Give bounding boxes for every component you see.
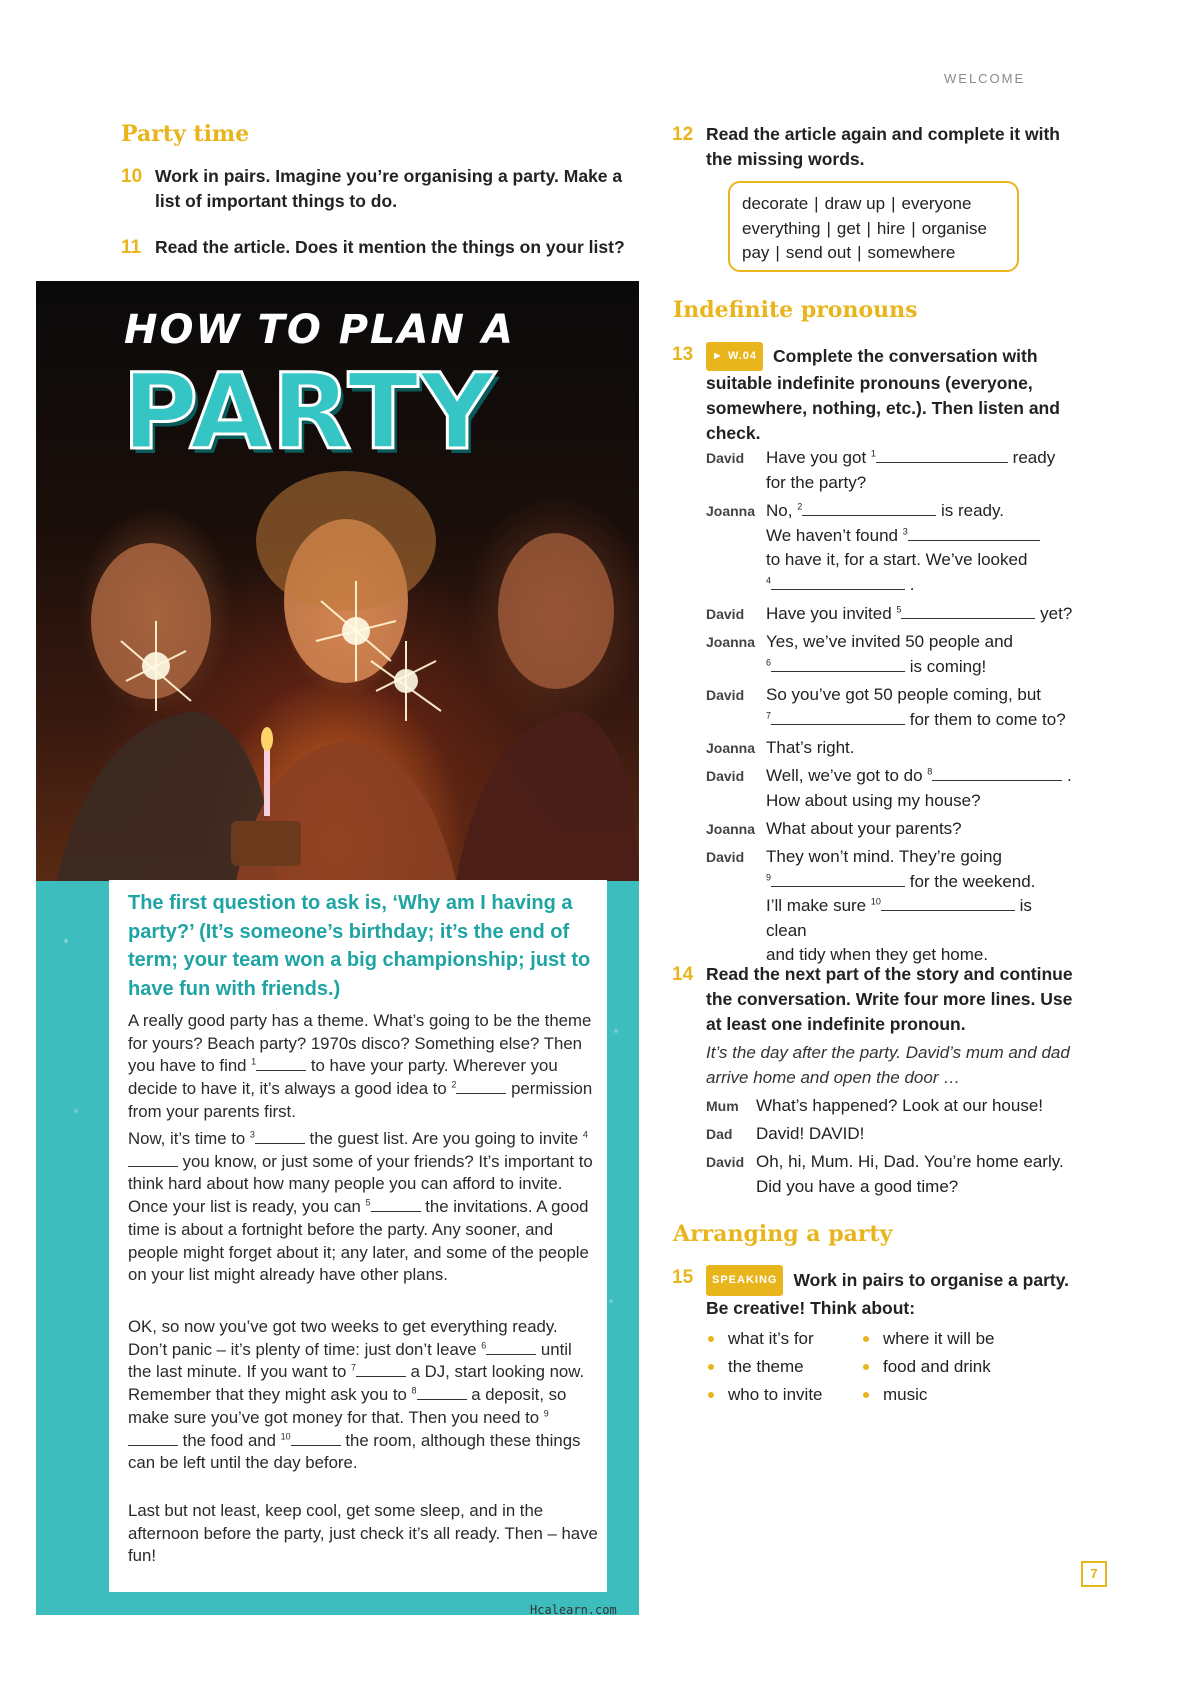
exercise-number: 13 [672, 344, 694, 365]
text: the room, although these things can be left until the day before. [128, 1430, 581, 1473]
story-line [706, 1150, 1076, 1199]
text: until the last minute. If you want to [128, 1339, 572, 1382]
word: everyone [901, 194, 972, 213]
exercise-instruction: Work in pairs. Imagine you’re organising a party. Make a list of important things to do. [155, 166, 623, 211]
line-text: to have it, for a start. We’ve looked [766, 550, 1028, 569]
exercise-13 [672, 342, 1086, 446]
line-text: We haven’t found [766, 525, 898, 545]
word: send out [785, 243, 852, 262]
gap-5[interactable] [371, 1198, 421, 1212]
story-intro: It’s the day after the party. David’s mum and dad arrive home and open the door … [706, 1043, 1070, 1087]
word: decorate [742, 194, 809, 213]
exercise-15 [672, 1265, 1086, 1321]
section-header-tag: WELCOME [944, 71, 1026, 86]
article-banner-title: PARTY [122, 351, 496, 473]
speaker-name: Dad [706, 1126, 733, 1142]
article-paragraph-1: A really good party has a theme. What’s going to be the theme for yours? Beach party? 1970s disco? Something else? Then you have to find $^1$ to have your party. Wherever you decide to have it, it’s always a good idea to $^2$ permission from your parents first. [128, 1011, 593, 1121]
exercise-11 [121, 235, 635, 260]
line-text: I’ll make sure [766, 896, 867, 915]
text: the food and [178, 1430, 281, 1450]
speaker-name: David [706, 768, 745, 784]
gap-6[interactable] [486, 1341, 536, 1355]
line-text: yet? [1040, 604, 1073, 623]
page-number: 7 [1081, 1561, 1107, 1587]
speaker-name: Joanna [706, 503, 756, 519]
gap-9[interactable] [771, 871, 905, 887]
list-item: where it will be [861, 1325, 1021, 1353]
article-banner-subtitle: HOW TO PLAN A [124, 307, 515, 353]
line-text: How about using my house? [766, 790, 981, 810]
word: get [836, 218, 861, 238]
speaker-name: David [706, 450, 745, 466]
article-lead: The first question to ask is, ‘Why am I having a party?’ (It’s someone’s birthday; it’s the end of term; your team won a big championship; just to have fun with friends.) [128, 892, 591, 1000]
section-title-arranging-a-party: Arranging a party [673, 1221, 893, 1247]
exercise-instruction: Read the article. Does it mention the things on your list? [155, 237, 625, 257]
speaker-name: Joanna [706, 821, 756, 837]
line-text: What about your parents? [766, 819, 962, 838]
gap-6[interactable] [771, 656, 905, 672]
text: the invitations. A good time is about a fortnight before the party. Any sooner, and people might forget about it; any later, and some of the people on your list might already have other plans. [128, 1197, 589, 1285]
gap-2[interactable] [456, 1080, 506, 1094]
gap-7[interactable] [771, 709, 905, 725]
gap-8[interactable] [932, 765, 1062, 781]
line-text: What’s happened? Look at our house! [756, 1096, 1044, 1115]
line-text: That’s right. [766, 738, 855, 757]
exercise-instruction: Complete the conversation with suitable indefinite pronouns (everyone, somewhere, nothing, etc.). Then listen and check. [706, 346, 1060, 443]
text: a DJ, start looking now. Remember that they might ask you to [128, 1362, 585, 1405]
line-text: for the weekend. [909, 871, 1036, 891]
word-box-row: decorate | draw up | everyone [742, 194, 972, 213]
gap-1[interactable] [876, 447, 1008, 463]
exercise-instruction: Read the article again and complete it with the missing words. [706, 124, 1060, 169]
dialogue-line: David Well, we’ve got to do $^8$ . How about using my house? [706, 766, 1072, 810]
list-item: what it’s for [706, 1325, 866, 1353]
exercise-number: 12 [672, 124, 694, 145]
audio-track-button[interactable]: ► W.04 [706, 342, 763, 371]
gap-4[interactable] [771, 574, 905, 590]
word: organise [921, 218, 987, 238]
text: permission from your parents first. [128, 1079, 593, 1121]
word: everything [742, 218, 821, 238]
word: draw up [824, 194, 886, 213]
exercise-14 [672, 962, 1086, 1037]
speaker-name: David [706, 687, 745, 703]
dialogue-line [706, 817, 1076, 842]
gap-7[interactable] [356, 1363, 406, 1377]
line-text: No, [766, 501, 793, 520]
article-paragraph-4: Last but not least, keep cool, get some sleep, and in the afternoon before the party, just check it’s all ready. Then – have fun! [128, 1501, 598, 1566]
text: a deposit, so make sure you’ve got money for that. Then you need to [128, 1385, 567, 1427]
word-box-row: pay | send out | somewhere [742, 243, 956, 262]
word-box-row: everything | get | hire | organise [742, 218, 987, 238]
gap-4[interactable] [128, 1153, 178, 1167]
line-text: is ready. [940, 501, 1004, 520]
dialogue-line: Joanna No, $^2$ is ready. We haven’t found $^3$ to have it, for a start. We’ve looked $^4$ . [706, 499, 1076, 597]
word-box [728, 181, 1019, 272]
dialogue-line [706, 736, 1076, 761]
speaking-badge: SPEAKING [706, 1265, 783, 1296]
line-text: David! DAVID! [756, 1124, 865, 1143]
audio-track-label: W.04 [727, 350, 758, 362]
line-text: Oh, hi, Mum. Hi, Dad. You’re home early. Did you have a good time? [756, 1152, 1064, 1196]
gap-3[interactable] [908, 525, 1040, 541]
dialogue-line: David So you’ve got 50 people coming, but $^7$ for them to come to? [706, 685, 1066, 729]
dialogue-line: David Have you got $^1$ ready for the party? [706, 448, 1056, 492]
speaker-name: Mum [706, 1098, 739, 1114]
section-title-party-time: Party time [121, 121, 250, 147]
line-text: is coming! [909, 656, 987, 676]
line-text: and tidy when they get home. [766, 945, 989, 964]
dialogue-line: David They won’t mind. They’re going $^9$ for the weekend. I’ll make sure $^{10}$ is clean and tidy when they get home. [706, 847, 1036, 964]
line-text: Yes, we’ve invited 50 people and [766, 632, 1013, 651]
text: Now, it’s time to [128, 1129, 250, 1148]
gap-2[interactable] [802, 500, 936, 516]
line-text: Have you got [766, 448, 867, 467]
exercise-12 [672, 122, 1086, 172]
word: hire [876, 218, 906, 238]
line-text: Have you invited [766, 604, 892, 623]
exercise-number: 15 [672, 1267, 694, 1288]
bullet-column-right [861, 1325, 1021, 1409]
gap-8[interactable] [417, 1386, 467, 1400]
gap-9[interactable] [128, 1432, 178, 1446]
list-item: who to invite [706, 1381, 866, 1409]
word: somewhere [867, 243, 956, 262]
text: A really good party has a theme. What’s going to be the theme for yours? Beach party? 1970s disco? Something else? Then you have to find [128, 1011, 592, 1076]
gap-3[interactable] [255, 1130, 305, 1144]
gap-5[interactable] [901, 603, 1035, 619]
party-photo [36, 281, 639, 881]
line-text: ready [1012, 448, 1056, 467]
line-text: for the party? [766, 472, 867, 492]
line-text: for them to come to? [909, 709, 1066, 729]
text: to have your party. Wherever you decide to have it, it’s always a good idea to [128, 1056, 558, 1099]
line-text: They won’t mind. They’re going [766, 847, 1002, 866]
exercise-number: 14 [672, 964, 694, 985]
gap-10[interactable] [291, 1432, 341, 1446]
list-item: food and drink [861, 1353, 1021, 1381]
bullet-column-left [706, 1325, 866, 1409]
article-paragraph-3: OK, so now you’ve got two weeks to get everything ready. Don’t panic – it’s plenty of time: just don’t leave $^6$ until the last minute. If you want to $^7$ a DJ, start looking now. Remember that they might ask you to $^8$ a deposit, so make sure you’ve got money for that. Then you need to $^9$ the food and $^{10}$ the room, although these things can be left until the day before. [128, 1317, 585, 1473]
exercise-instruction: Work in pairs to organise a party. Be creative! Think about: [706, 1270, 1069, 1318]
speaker-name: David [706, 606, 745, 622]
line-text: So you’ve got 50 people coming, but [766, 685, 1042, 704]
watermark: Hcalearn.com [530, 1603, 617, 1617]
dialogue-line: Joanna Yes, we’ve invited 50 people and $^6$ is coming! [706, 632, 1013, 676]
exercise-instruction: Read the next part of the story and continue the conversation. Write four more lines. Use at least one indefinite pronoun. [706, 964, 1073, 1034]
exercise-number: 10 [121, 166, 143, 187]
dialogue-line: David Have you invited $^5$ yet? [706, 602, 1076, 627]
exercise-number: 11 [121, 237, 142, 258]
line-text: is clean [766, 896, 1032, 940]
speaker-name: David [706, 849, 745, 865]
speaker-name: Joanna [706, 634, 756, 650]
speaker-name: David [706, 1154, 745, 1170]
speaker-name: Joanna [706, 740, 756, 756]
article-paragraph-2: Now, it’s time to $^3$ the guest list. Are you going to invite $^4$ you know, or just some of your friends? It’s important to think hard about how many people you can afford to invite. Once your list is ready, you can $^5$ the invitations. A good time is about a fortnight before the party. Any sooner, and people might forget about it; any later, and some of the people on your list might already have other plans. [128, 1129, 593, 1285]
text: you know, or just some of your friends? It’s important to think hard about how many people you can afford to invite. Once your list is ready, you can [128, 1151, 593, 1217]
list-item: music [861, 1381, 1021, 1409]
gap-1[interactable] [256, 1057, 306, 1071]
text: OK, so now you’ve got two weeks to get everything ready. Don’t panic – it’s plenty of time: just don’t leave [128, 1317, 558, 1359]
exercise-10 [121, 164, 635, 214]
section-title-indefinite-pronouns: Indefinite pronouns [673, 297, 918, 323]
story-line [706, 1122, 1076, 1147]
text: the guest list. Are you going to invite [304, 1129, 583, 1148]
line-text: Well, we’ve got to do [766, 766, 923, 785]
gap-10[interactable] [881, 895, 1015, 911]
word: pay [742, 243, 770, 262]
story-line [706, 1094, 1076, 1119]
list-item: the theme [706, 1353, 866, 1381]
